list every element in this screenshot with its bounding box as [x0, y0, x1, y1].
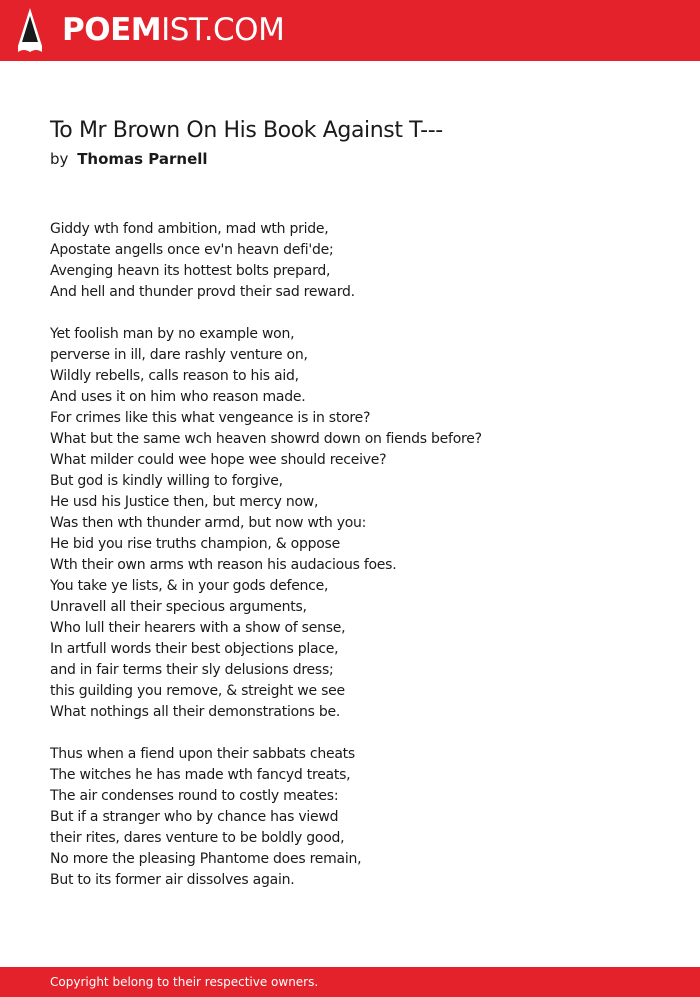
- poem-line: No more the pleasing Phantome does remain,: [50, 851, 362, 867]
- copyright-text: Copyright belong to their respective owners.: [50, 975, 319, 989]
- poem-line: What nothings all their demonstrations be.: [50, 704, 341, 720]
- byline: [50, 148, 208, 170]
- poem-line: Was then wth thunder armd, but now wth you:: [50, 515, 367, 531]
- poem-line: In artfull words their best objections place,: [50, 641, 339, 657]
- site-logo[interactable]: [62, 10, 284, 50]
- poem-line: But if a stranger who by chance has viewd: [50, 809, 339, 825]
- stanza: [50, 219, 670, 303]
- poem-line: What but the same wch heaven showrd down on fiends before?: [50, 431, 482, 447]
- poem-line: Wth their own arms wth reason his audacious foes.: [50, 557, 397, 573]
- poem-line: And uses it on him who reason made.: [50, 389, 306, 405]
- poem-line: Wildly rebells, calls reason to his aid,: [50, 368, 299, 384]
- poem-line: Apostate angells once ev'n heavn defi'de;: [50, 242, 334, 258]
- poem-line: Unravell all their specious arguments,: [50, 599, 307, 615]
- author-name: Thomas Parnell: [77, 150, 208, 168]
- poem-line: You take ye lists, & in your gods defence,: [50, 578, 329, 594]
- poem-line: Thus when a fiend upon their sabbats cheats: [50, 746, 355, 762]
- poem-line: What milder could wee hope wee should receive?: [50, 452, 387, 468]
- poem-title: To Mr Brown On His Book Against T---: [50, 118, 443, 143]
- poem-line: Avenging heavn its hottest bolts prepard,: [50, 263, 331, 279]
- poem-line: their rites, dares venture to be boldly good,: [50, 830, 345, 846]
- poem-line: The air condenses round to costly meates:: [50, 788, 339, 804]
- stanza: [50, 744, 670, 891]
- poem-body: [50, 219, 670, 912]
- poem-line: this guilding you remove, & streight we see: [50, 683, 345, 699]
- poem-line: He bid you rise truths champion, & oppose: [50, 536, 340, 552]
- poem-line: Who lull their hearers with a show of sense,: [50, 620, 346, 636]
- stanza: [50, 324, 670, 723]
- site-header: [0, 0, 700, 61]
- pencil-icon[interactable]: [16, 8, 44, 54]
- logo-text-bold: POEM: [62, 12, 162, 48]
- poem-line: The witches he has made wth fancyd treats,: [50, 767, 351, 783]
- by-label: by: [50, 150, 69, 168]
- poem-line: Giddy wth fond ambition, mad wth pride,: [50, 221, 329, 237]
- poem-line: He usd his Justice then, but mercy now,: [50, 494, 319, 510]
- site-footer: [0, 967, 700, 997]
- logo-text-light: IST.COM: [161, 12, 285, 48]
- poem-line: But god is kindly willing to forgive,: [50, 473, 283, 489]
- poem-line: And hell and thunder provd their sad reward.: [50, 284, 355, 300]
- poem-line: For crimes like this what vengeance is in store?: [50, 410, 371, 426]
- poem-line: perverse in ill, dare rashly venture on,: [50, 347, 308, 363]
- poem-line: Yet foolish man by no example won,: [50, 326, 295, 342]
- poem-line: and in fair terms their sly delusions dress;: [50, 662, 334, 678]
- poem-line: But to its former air dissolves again.: [50, 872, 295, 888]
